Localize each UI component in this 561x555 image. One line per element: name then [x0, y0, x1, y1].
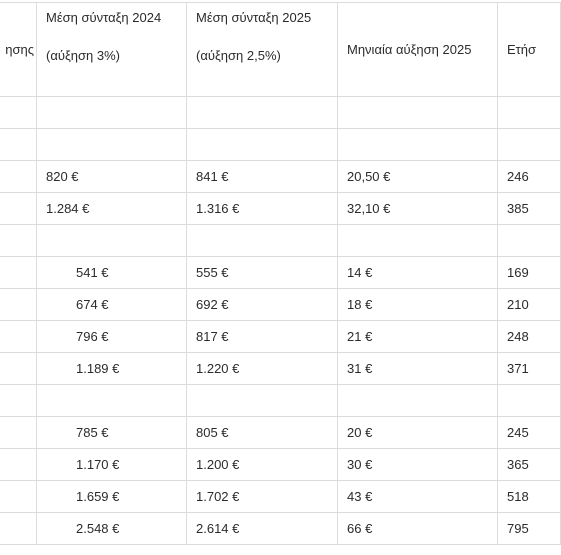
annual-increase-cell: 365	[498, 449, 561, 481]
pension-2024-cell: 674 €	[37, 289, 187, 321]
monthly-increase-cell: 43 €	[338, 481, 498, 513]
category-cell	[0, 321, 37, 353]
table-cell	[498, 129, 561, 161]
pension-2025-cell: 805 €	[187, 417, 338, 449]
table-cell	[0, 385, 37, 417]
monthly-increase-cell: 31 €	[338, 353, 498, 385]
table-cell	[37, 97, 187, 129]
pension-2025-cell: 841 €	[187, 161, 338, 193]
table-cell	[187, 225, 338, 257]
category-cell	[0, 481, 37, 513]
pension-2024-cell: 1.659 €	[37, 481, 187, 513]
table-row	[0, 353, 561, 385]
table-cell	[37, 129, 187, 161]
monthly-increase-cell: 21 €	[338, 321, 498, 353]
pension-2024-cell: 541 €	[37, 257, 187, 289]
annual-increase-cell: 385	[498, 193, 561, 225]
pension-2025-cell: 1.220 €	[187, 353, 338, 385]
header-category: ησης	[0, 3, 37, 97]
header-pension-2024	[37, 3, 187, 97]
annual-increase-cell: 371	[498, 353, 561, 385]
annual-increase-cell: 169	[498, 257, 561, 289]
table-cell	[37, 225, 187, 257]
header-annual-increase: Ετήσ	[498, 3, 561, 97]
monthly-increase-cell: 30 €	[338, 449, 498, 481]
table-row-blank	[0, 385, 561, 417]
pension-table	[0, 2, 561, 545]
pension-2025-cell: 1.702 €	[187, 481, 338, 513]
table-row	[0, 449, 561, 481]
header-pension-2025-note: (αύξηση 2,5%)	[196, 48, 281, 63]
pension-2025-cell: 692 €	[187, 289, 338, 321]
table-cell	[498, 385, 561, 417]
category-cell	[0, 513, 37, 545]
table-cell	[187, 129, 338, 161]
monthly-increase-cell: 18 €	[338, 289, 498, 321]
header-monthly-increase: Μηνιαία αύξηση 2025	[338, 3, 498, 97]
pension-2025-cell: 1.200 €	[187, 449, 338, 481]
table-row	[0, 321, 561, 353]
pension-2024-cell: 796 €	[37, 321, 187, 353]
table-cell	[187, 97, 338, 129]
table-cell	[498, 97, 561, 129]
annual-increase-cell: 245	[498, 417, 561, 449]
table-cell	[0, 225, 37, 257]
table-row	[0, 481, 561, 513]
table-row	[0, 417, 561, 449]
table-cell	[0, 97, 37, 129]
pension-2025-cell: 1.316 €	[187, 193, 338, 225]
table-row	[0, 161, 561, 193]
table-row-blank	[0, 225, 561, 257]
annual-increase-cell: 248	[498, 321, 561, 353]
table-cell	[338, 97, 498, 129]
table-cell	[187, 385, 338, 417]
table-cell	[338, 385, 498, 417]
category-cell	[0, 417, 37, 449]
table-row	[0, 193, 561, 225]
monthly-increase-cell: 14 €	[338, 257, 498, 289]
monthly-increase-cell: 20 €	[338, 417, 498, 449]
pension-2024-cell: 2.548 €	[37, 513, 187, 545]
pension-2024-cell: 785 €	[37, 417, 187, 449]
header-pension-2025-title: Μέση σύνταξη 2025	[196, 10, 312, 25]
monthly-increase-cell: 32,10 €	[338, 193, 498, 225]
table-row	[0, 257, 561, 289]
table-row-blank	[0, 97, 561, 129]
pension-2024-cell: 1.170 €	[37, 449, 187, 481]
header-pension-2025	[187, 3, 338, 97]
monthly-increase-cell: 66 €	[338, 513, 498, 545]
category-cell	[0, 161, 37, 193]
header-pension-2024-note: (αύξηση 3%)	[46, 48, 120, 63]
category-cell	[0, 193, 37, 225]
table-header-row	[0, 3, 561, 97]
table-row	[0, 513, 561, 545]
annual-increase-cell: 518	[498, 481, 561, 513]
table-cell	[37, 385, 187, 417]
pension-2024-cell: 1.189 €	[37, 353, 187, 385]
annual-increase-cell: 246	[498, 161, 561, 193]
table-row	[0, 289, 561, 321]
table-cell	[498, 225, 561, 257]
header-pension-2024-title: Μέση σύνταξη 2024	[46, 10, 162, 25]
pension-2025-cell: 2.614 €	[187, 513, 338, 545]
category-cell	[0, 289, 37, 321]
table-cell	[338, 225, 498, 257]
table-cell	[338, 129, 498, 161]
category-cell	[0, 449, 37, 481]
table-cell	[0, 129, 37, 161]
pension-2025-cell: 817 €	[187, 321, 338, 353]
pension-2025-cell: 555 €	[187, 257, 338, 289]
monthly-increase-cell: 20,50 €	[338, 161, 498, 193]
pension-2024-cell: 1.284 €	[37, 193, 187, 225]
category-cell	[0, 353, 37, 385]
table-row-blank	[0, 129, 561, 161]
pension-2024-cell: 820 €	[37, 161, 187, 193]
category-cell	[0, 257, 37, 289]
annual-increase-cell: 210	[498, 289, 561, 321]
annual-increase-cell: 795	[498, 513, 561, 545]
